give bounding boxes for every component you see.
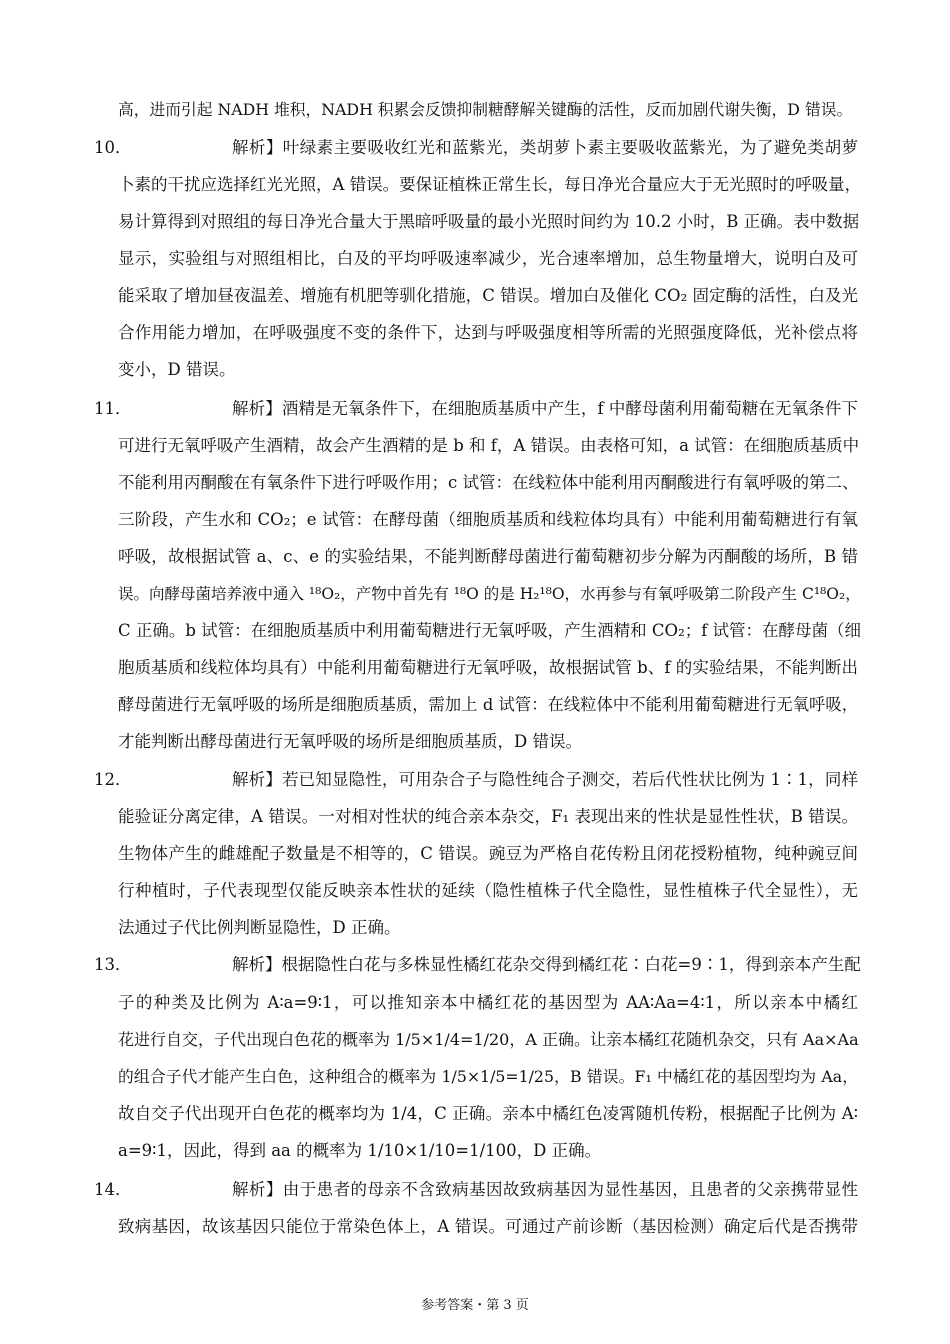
q10-line-4: 显示，实验组与对照组相比，白及的平均呼吸速率减少，光合速率增加，总生物量增大，说明白及可	[118, 249, 858, 268]
q13-line-4: 的组合子代才能产生白色，这种组合的概率为 1/5×1/5=1/25，B 错误。F₁ 中橘红花的基因型均为 Aa，	[118, 1067, 858, 1086]
q11-line-7: C 正确。b 试管：在细胞质基质中利用葡萄糖进行无氧呼吸，产生酒精和 CO₂；f 试管：在酵母菌（细	[118, 621, 862, 640]
q12-line-2: 能验证分离定律，A 错误。一对相对性状的纯合亲本杂交，F₁ 表现出来的性状是显性性状，B 错误。	[118, 807, 858, 826]
q10-line-7: 变小，D 错误。	[118, 360, 236, 379]
q11-line-4: 三阶段，产生水和 CO₂；e 试管：在酵母菌（细胞质基质和线粒体均具有）中能利用葡萄糖进行有氧	[118, 510, 858, 529]
q12-line-5: 法通过子代比例判断显隐性，D 正确。	[118, 918, 401, 937]
q11-number: 11．	[94, 399, 132, 418]
q12-line-3: 生物体产生的雌雄配子数量是不相等的，C 错误。豌豆为严格自花传粉且闭花授粉植物，纯种豌豆间	[118, 844, 858, 863]
q12-line-1: 解析】若已知显隐性，可用杂合子与隐性纯合子测交，若后代性状比例为 1∶1，同样	[232, 770, 858, 789]
q13-line-2: 子的种类及比例为 A∶a=9∶1，可以推知亲本中橘红花的基因型为 AA∶Aa=4∶1，所以亲本中橘红	[118, 993, 858, 1012]
q13-line-5: 故自交子代出现开白色花的概率均为 1/4，C 正确。亲本中橘红色凌霄随机传粉，根据配子比例为 A∶	[118, 1104, 858, 1123]
q13-line-1: 解析】根据隐性白花与多株显性橘红花杂交得到橘红花∶白花=9∶1，得到亲本产生配	[232, 955, 861, 974]
q13-number: 13．	[94, 955, 132, 974]
q14-number: 14．	[94, 1180, 132, 1199]
q13-line-3: 花进行自交，子代出现白色花的概率为 1/5×1/4=1/20，A 正确。让亲本橘红花随机杂交，只有 Aa×Aa	[118, 1030, 859, 1049]
q11-line-8: 胞质基质和线粒体均具有）中能利用葡萄糖进行无氧呼吸，故根据试管 b、f 的实验结果，不能判断出	[118, 658, 858, 677]
q14-line-1: 解析】由于患者的母亲不含致病基因故致病基因为显性基因，且患者的父亲携带显性	[232, 1180, 858, 1199]
q12-line-4: 行种植时，子代表现型仅能反映亲本性状的延续（隐性植株子代全隐性，显性植株子代全显性），无	[118, 881, 858, 900]
q10-line-5: 能采取了增加昼夜温差、增施有机肥等驯化措施，C 错误。增加白及催化 CO₂ 固定酶的活性，白及光	[118, 286, 858, 305]
q10-line-1: 解析】叶绿素主要吸收红光和蓝紫光，类胡萝卜素主要吸收蓝紫光，为了避免类胡萝	[232, 138, 858, 157]
q14-line-2: 致病基因，故该基因只能位于常染色体上，A 错误。可通过产前诊断（基因检测）确定后代是否携带	[118, 1217, 858, 1236]
q10-line-6: 合作用能力增加，在呼吸强度不变的条件下，达到与呼吸强度相等所需的光照强度降低，光补偿点将	[118, 323, 858, 342]
page-footer: 参考答案・第 3 页	[421, 1298, 529, 1313]
q10-line-2: 卜素的干扰应选择红光光照，A 错误。要保证植株正常生长，每日净光合量应大于无光照时的呼吸量，	[118, 175, 862, 194]
q9-line-1: 高，进而引起 NADH 堆积，NADH 积累会反馈抑制糖酵解关键酶的活性，反而加剧代谢失衡，D 错误。	[118, 100, 853, 119]
q11-line-2: 可进行无氧呼吸产生酒精，故会产生酒精的是 b 和 f，A 错误。由表格可知，a 试管：在细胞质基质中	[118, 436, 860, 455]
q11-line-9: 酵母菌进行无氧呼吸的场所是细胞质基质，需加上 d 试管：在线粒体中不能利用葡萄糖进行无氧呼吸，	[118, 695, 858, 714]
q11-line-1: 解析】酒精是无氧条件下，在细胞质基质中产生，f 中酵母菌利用葡萄糖在无氧条件下	[232, 399, 858, 418]
q10-number: 10．	[94, 138, 132, 157]
q12-number: 12．	[94, 770, 132, 789]
q10-line-3: 易计算得到对照组的每日净光合量大于黑暗呼吸量的最小光照时间约为 10.2 小时，B 正确。表中数据	[118, 212, 860, 231]
q13-line-6: a=9∶1，因此，得到 aa 的概率为 1/10×1/10=1/100，D 正确。	[118, 1141, 602, 1160]
q11-line-3: 不能利用丙酮酸在有氧条件下进行呼吸作用；c 试管：在线粒体中能利用丙酮酸进行有氧呼吸的第二、	[118, 473, 859, 492]
q11-line-10: 才能判断出酵母菌进行无氧呼吸的场所是细胞质基质，D 错误。	[118, 732, 582, 751]
q11-line-6: 误。向酵母菌培养液中通入 ¹⁸O₂，产物中首先有 ¹⁸O 的是 H₂¹⁸O，水再参与有氧呼吸第二阶段产生 C¹⁸O₂，	[118, 585, 861, 603]
q11-line-5: 呼吸，故根据试管 a、c、e 的实验结果，不能判断酵母菌进行葡萄糖初步分解为丙酮酸的场所，B 错	[118, 547, 858, 566]
